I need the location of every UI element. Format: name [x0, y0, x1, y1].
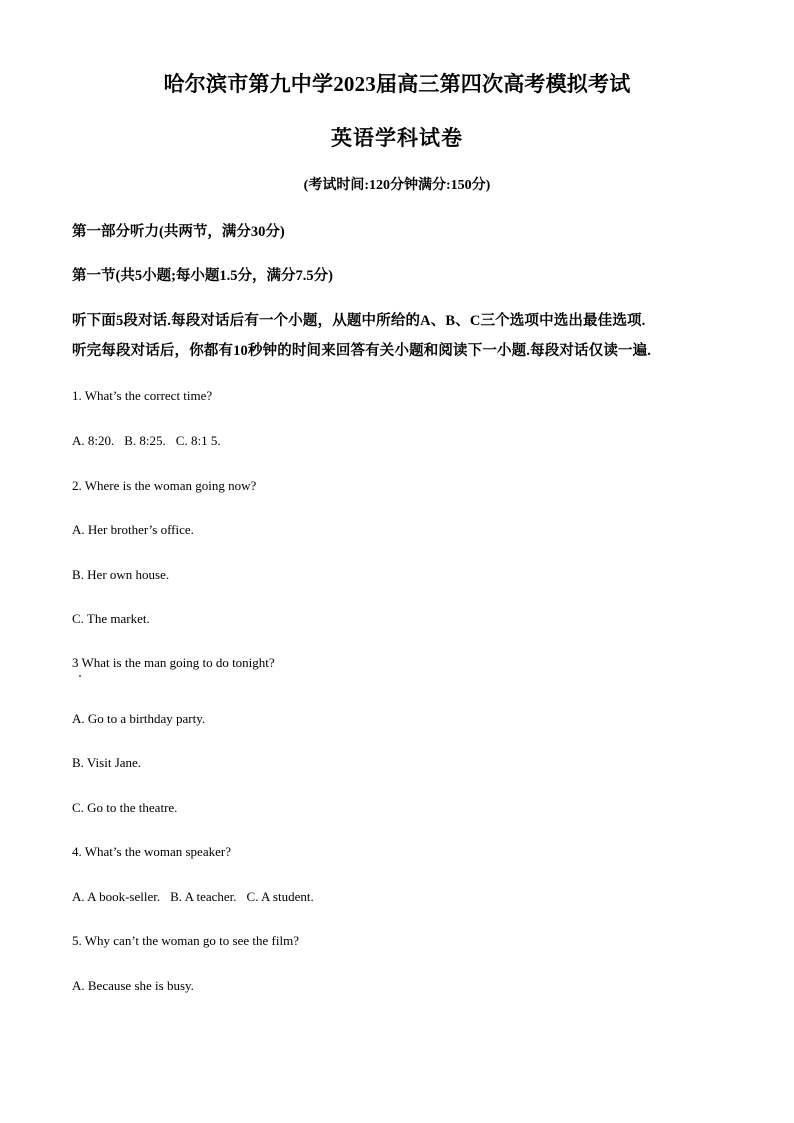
question-3-option-c: C. Go to the theatre. — [72, 800, 178, 815]
question-2-text: 2. Where is the woman going now? — [72, 478, 257, 493]
question-1-option-b: B. 8:25. — [124, 433, 166, 448]
question-1-option-a: A. 8:20. — [72, 433, 115, 448]
question-2-option-b: B. Her own house. — [72, 567, 170, 582]
exam-subtitle: 英语学科试卷 — [331, 126, 463, 150]
question-4-options — [72, 888, 732, 906]
question-5-text: 5. Why can’t the woman go to see the film? — [72, 933, 299, 948]
question-4-text: 4. What’s the woman speaker? — [72, 844, 231, 859]
question-3-text: 3 What is the man going to do tonight? — [72, 655, 275, 670]
instruction-line-1: 听下面5段对话.每段对话后有一个小题，从题中所给的A、B、C三个选项中选出最佳选项. — [72, 313, 646, 329]
stray-mark — [79, 675, 81, 677]
question-1-option-c: C. 8:1 5. — [175, 433, 221, 448]
question-3-option-a: A. Go to a birthday party. — [72, 711, 206, 726]
question-1-options — [72, 432, 732, 450]
instruction-line-2: 听完每段对话后，你都有10秒钟的时间来回答有关小题和阅读下一小题.每段对话仅读一遍. — [72, 343, 652, 359]
exam-time-score-info: (考试时间:120分钟满分:150分) — [303, 178, 491, 193]
part-heading: 第一部分听力(共两节，满分30分) — [72, 224, 285, 240]
exam-title: 哈尔滨市第九中学2023届高三第四次高考模拟考试 — [163, 72, 631, 96]
question-4-option-c: C. A student. — [246, 889, 314, 904]
section-heading: 第一节(共5小题;每小题1.5分，满分7.5分) — [72, 268, 333, 284]
question-3-option-b: B. Visit Jane. — [72, 755, 142, 770]
question-5-option-a: A. Because she is busy. — [72, 978, 194, 993]
question-1-text: 1. What’s the correct time? — [72, 388, 213, 403]
question-2-option-a: A. Her brother’s office. — [72, 522, 194, 537]
question-2-option-c: C. The market. — [72, 611, 150, 626]
question-4-option-b: B. A teacher. — [170, 889, 237, 904]
question-4-option-a: A. A book-seller. — [72, 889, 161, 904]
